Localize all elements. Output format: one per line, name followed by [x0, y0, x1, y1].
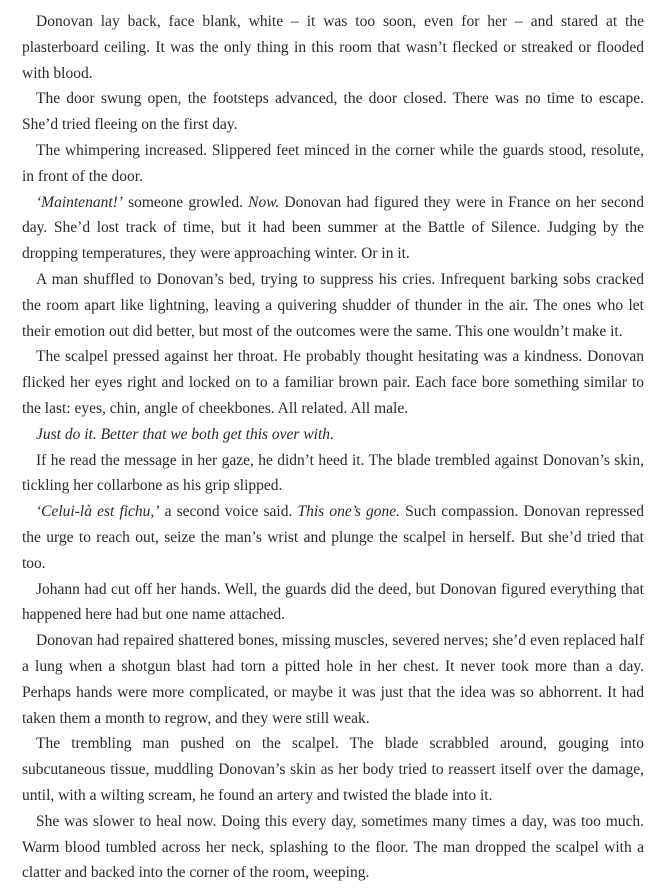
text-run: Donovan had repaired shattered bones, missing muscles, severed nerves; she’d even replaced half a lung when a shotgun blast had torn a pitted hole in her chest. It never took more than a day. Perhaps hands were more complicated, or maybe it was just that the idea was so abhorrent. It had taken them a month to regrow, and they were still weak. [22, 632, 644, 727]
paragraph [22, 344, 644, 421]
text-run: Johann had cut off her hands. Well, the guards did the deed, but Donovan figured everything that happened here had but one name attached. [22, 580, 644, 624]
paragraph [22, 577, 644, 629]
text-run: A man shuffled to Donovan’s bed, trying to suppress his cries. Infrequent barking sobs cracked the room apart like lightning, leaving a quivering shudder of thunder in the air. The ones who let their emotion out did better, but most of the outcomes were the same. This one wouldn’t make it. [22, 270, 644, 340]
italic-text: This one’s gone. [297, 503, 401, 521]
text-run: Such compassion. Donovan repressed the urge to reach out, seize the man’s wrist and plunge the scalpel in herself. But she’d tried that too. [22, 503, 644, 572]
paragraph [22, 86, 644, 138]
paragraph [22, 138, 644, 190]
paragraph [22, 448, 644, 500]
paragraph [22, 731, 644, 808]
text-run: The door swung open, the footsteps advanced, the door closed. There was no time to escape. She’d tried fleeing on the first day. [22, 90, 644, 134]
italic-text: ‘Maintenant!’ [36, 193, 123, 211]
italic-text: ‘Celui-là est fichu,’ [36, 503, 160, 521]
paragraph [22, 499, 644, 576]
paragraph [22, 422, 644, 448]
text-run: Donovan lay back, face blank, white – it was too soon, even for her – and stared at the plasterboard ceiling. It was the only thing in this room that wasn’t flecked or streaked or flooded with blood. [22, 13, 644, 82]
text-run: If he read the message in her gaze, he didn’t heed it. The blade trembled against Donovan’s skin, tickling her collarbone as his grip slipped. [22, 451, 644, 495]
text-run: The trembling man pushed on the scalpel. The blade scrabbled around, gouging into subcutaneous tissue, muddling Donovan’s skin as her body tried to reassert itself over the damage, until, with a wilting scream, he found an artery and twisted the blade into it. [22, 735, 644, 804]
text-run: Donovan had figured they were in France on her second day. She’d lost track of time, but it had been summer at the Battle of Silence. Judging by the dropping temperatures, they were approaching winter. Or in it. [22, 193, 645, 263]
paragraph [22, 190, 644, 267]
body-text [22, 9, 644, 886]
italic-text: Just do it. Better that we both get this over with. [36, 425, 334, 443]
text-run: The scalpel pressed against her throat. He probably thought hesitating was a kindness. Donovan flicked her eyes right and locked on to a familiar brown pair. Each face bore something similar to the last: eyes, chin, angle of cheekbones. All related. All male. [22, 348, 644, 417]
text-run: someone growled. [122, 193, 249, 211]
text-run: a second voice said. [159, 503, 298, 521]
paragraph [22, 9, 644, 86]
paragraph [22, 809, 644, 886]
paragraph [22, 628, 644, 731]
text-run: She was slower to heal now. Doing this every day, sometimes many times a day, was too much. Warm blood tumbled across her neck, splashing to the floor. The man dropped the scalpel with a clatter and backed into the corner of the room, weeping. [22, 812, 644, 882]
paragraph [22, 267, 644, 344]
italic-text: Now. [248, 193, 280, 211]
text-run: The whimpering increased. Slippered feet minced in the corner while the guards stood, resolute, in front of the door. [22, 141, 644, 185]
